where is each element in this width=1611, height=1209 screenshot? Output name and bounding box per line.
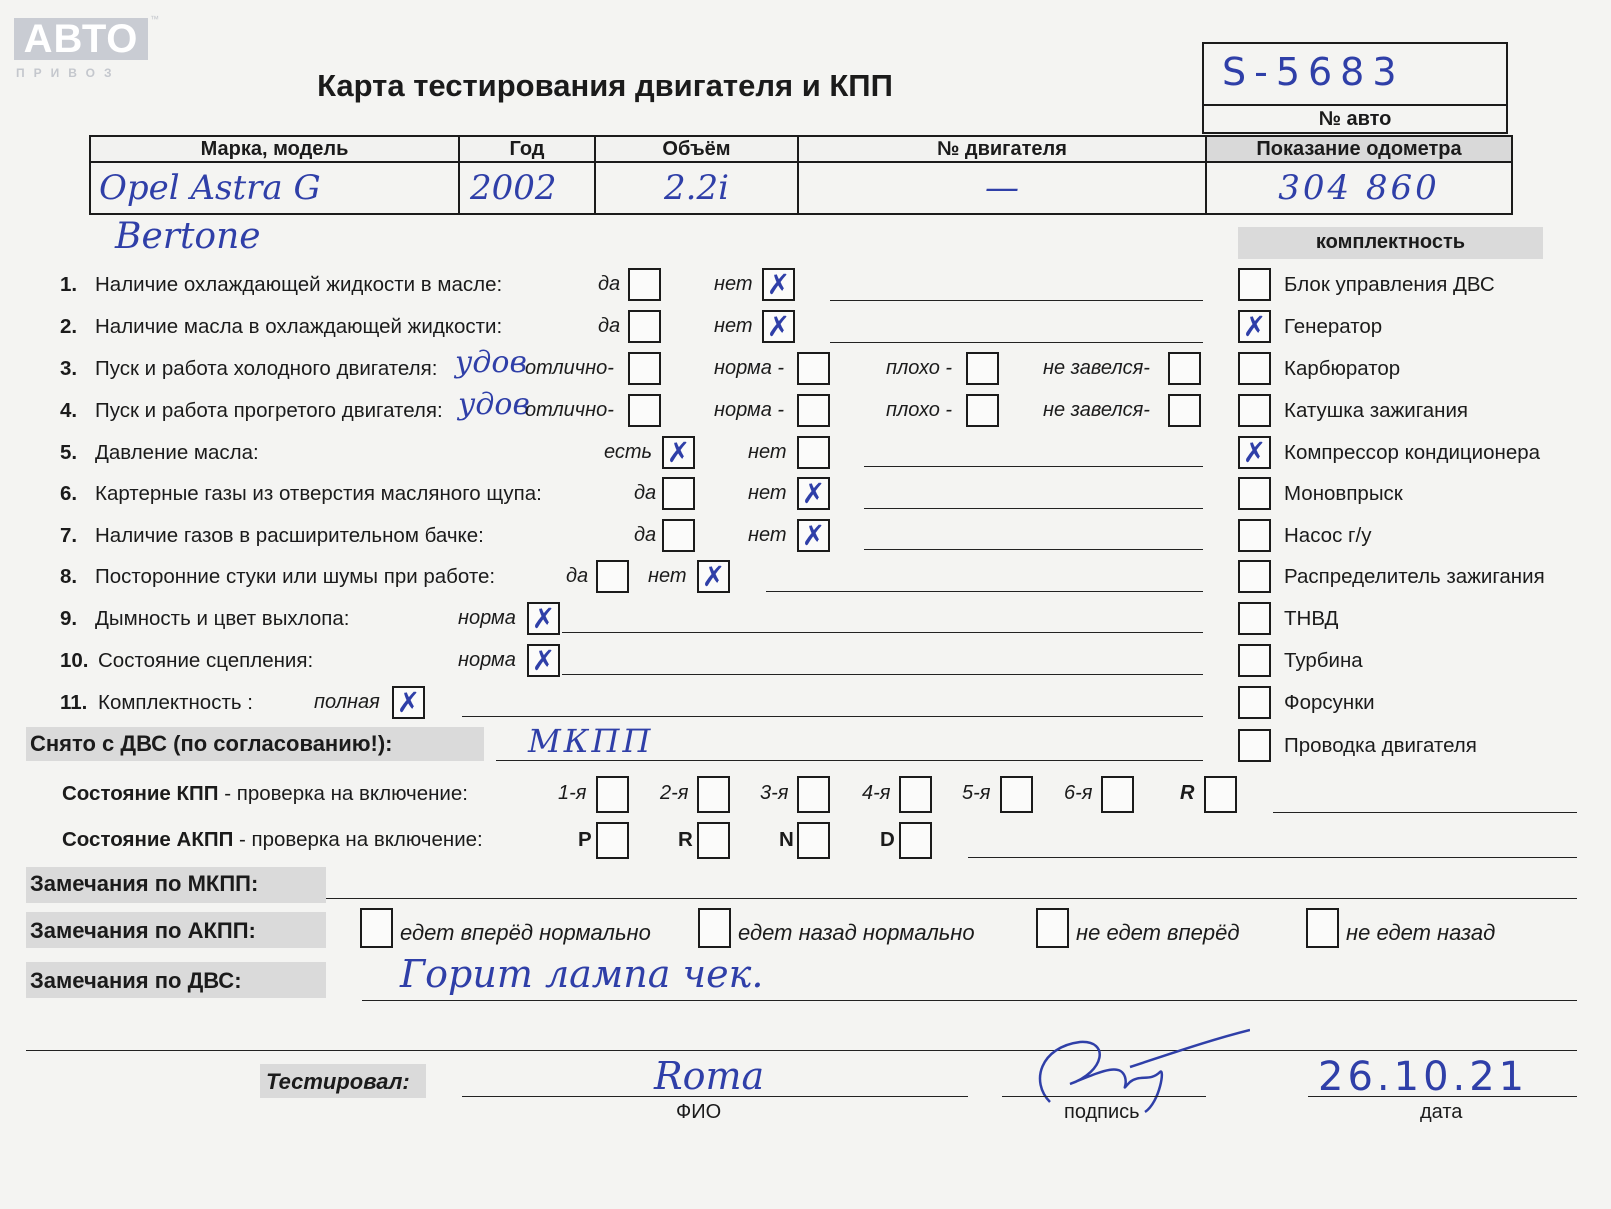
row4-checkbox-no-start[interactable] [1168,394,1201,427]
komplekt-label-7: Распределитель зажигания [1284,565,1545,588]
row3-handwritten: удов [455,345,527,380]
row11-option-a: полная [314,691,380,713]
row9-option-a: норма [458,607,516,629]
row5-comment-line [864,466,1203,467]
row1-comment-line [830,300,1203,301]
page-title: Карта тестирования двигателя и КПП [317,68,893,103]
make-model-extra: Bertone [115,216,261,257]
row6-checkbox-b[interactable]: ✗ [797,477,830,510]
akpp-mode-n-label: N [779,828,794,851]
row8-option-a: да [566,565,589,587]
komplekt-label-6: Насос г/у [1284,524,1372,547]
row3-number: 3. [60,357,78,380]
akpp-option-3-checkbox[interactable] [1036,908,1069,948]
kpp-gear-r-checkbox[interactable] [1204,776,1237,813]
komplekt-checkbox-3[interactable] [1238,394,1271,427]
row8-option-b: нет [648,565,687,587]
row7-checkbox-a[interactable] [662,519,695,552]
kpp-comment-line [1273,812,1577,813]
row10-comment-line [562,674,1203,675]
akpp-mode-d-label: D [880,828,895,851]
tested-by-label: Тестировал: [266,1069,410,1094]
auto-number-value: S-5683 [1222,50,1405,94]
komplekt-checkbox-9[interactable] [1238,644,1271,677]
col-volume: Объём [595,136,798,162]
kpp-gear-r-label: R [1180,782,1195,804]
row5-option-b: нет [748,441,787,463]
signature-line [1002,1096,1206,1097]
date-value: 26.10.21 [1318,1054,1529,1100]
akpp-option-3-label: не едет вперёд [1076,920,1240,945]
komplekt-checkbox-0[interactable] [1238,268,1271,301]
komplekt-checkbox-2[interactable] [1238,352,1271,385]
kpp-gear-3-label: 3-я [760,782,789,804]
row3-checkbox-excellent[interactable] [628,352,661,385]
col-make-model: Марка, модель [90,136,459,162]
kpp-label: Состояние КПП - проверка на включение: [62,782,468,805]
odometer-value: 304 860 [1206,162,1512,214]
akpp-option-1-label: едет вперёд нормально [400,920,651,945]
col-odometer: Показание одометра [1206,136,1512,162]
row11-label: Комплектность : [98,691,253,714]
kpp-gear-6-label: 6-я [1064,782,1093,804]
akpp-option-2-checkbox[interactable] [698,908,731,948]
row7-option-a: да [634,524,657,546]
komplekt-checkbox-4[interactable]: ✗ [1238,436,1271,469]
row4-option-bad: плохо - [886,399,953,421]
row5-option-a: есть [604,441,653,463]
col-year: Год [459,136,595,162]
akpp-mode-d-checkbox[interactable] [899,822,932,859]
row6-option-a: да [634,482,657,504]
row3-option-no-start: не завелся- [1043,357,1150,379]
row6-comment-line [864,508,1203,509]
remarks-mkpp-line [326,898,1577,899]
kpp-gear-3-checkbox[interactable] [797,776,830,813]
col-engine-number: № двигателя [798,136,1206,162]
row3-label: Пуск и работа холодного двигателя: [95,357,438,380]
fio-line [462,1096,968,1097]
komplekt-label-8: ТНВД [1284,607,1339,630]
fio-value: Roma [654,1054,765,1098]
row3-checkbox-normal[interactable] [797,352,830,385]
row10-number: 10. [60,649,89,672]
make-model-value: Opel Astra G [90,162,459,214]
komplekt-checkbox-10[interactable] [1238,686,1271,719]
volume-value: 2.2i [595,162,798,214]
date-line [1308,1096,1577,1097]
kpp-gear-2-label: 2-я [660,782,689,804]
row4-checkbox-bad[interactable] [966,394,999,427]
row11-comment-line [462,716,1203,717]
removed-line [496,760,1203,761]
komplekt-checkbox-8[interactable] [1238,602,1271,635]
row4-checkbox-normal[interactable] [797,394,830,427]
row2-number: 2. [60,315,78,338]
engine-number-value: — [798,162,1206,214]
row2-checkbox-b[interactable]: ✗ [762,310,795,343]
row2-comment-line [830,342,1203,343]
kpp-gear-4-checkbox[interactable] [899,776,932,813]
remarks-dvs-line [362,1000,1577,1001]
row10-label: Состояние сцепления: [98,649,314,672]
remarks-dvs-value: Горит лампа чек. [400,952,764,996]
kpp-gear-4-label: 4-я [862,782,891,804]
row2-checkbox-a[interactable] [628,310,661,343]
komplekt-checkbox-6[interactable] [1238,519,1271,552]
row3-option-excellent: отлично- [525,357,614,379]
komplekt-checkbox-11[interactable] [1238,729,1271,762]
remarks-mkpp-label: Замечания по МКПП: [30,871,259,896]
komplekt-label-3: Катушка зажигания [1284,399,1468,422]
row7-option-b: нет [748,524,787,546]
row8-checkbox-b[interactable]: ✗ [697,560,730,593]
komplekt-label-4: Компрессор кондиционера [1284,441,1541,464]
row3-checkbox-bad[interactable] [966,352,999,385]
row4-option-no-start: не завелся- [1043,399,1150,421]
vehicle-info-table [89,135,1513,215]
row5-checkbox-a[interactable]: ✗ [662,436,695,469]
row2-option-a: да [598,315,621,337]
akpp-mode-r-checkbox[interactable] [697,822,730,859]
row7-number: 7. [60,524,78,547]
akpp-mode-p-label: P [578,828,592,851]
row4-number: 4. [60,399,78,422]
row11-checkbox-a[interactable]: ✗ [392,686,425,719]
row6-option-b: нет [748,482,787,504]
auto-number-label: № авто [1318,108,1392,130]
komplekt-checkbox-5[interactable] [1238,477,1271,510]
remarks-akpp-label: Замечания по АКПП: [30,918,256,943]
row1-option-a: да [598,273,621,295]
row9-comment-line [562,632,1203,633]
kpp-gear-1-label: 1-я [558,782,587,804]
kpp-gear-2-checkbox[interactable] [697,776,730,813]
kpp-gear-5-label: 5-я [962,782,991,804]
signature-label: подпись [1064,1101,1140,1123]
year-value: 2002 [459,162,595,214]
row3-option-bad: плохо - [886,357,953,379]
row8-label: Посторонние стуки или шумы при работе: [95,565,496,588]
komplekt-label-10: Форсунки [1284,691,1375,714]
date-label: дата [1420,1101,1463,1123]
komplekt-label-11: Проводка двигателя [1284,734,1477,757]
komplekt-label-1: Генератор [1284,315,1383,338]
row5-checkbox-b[interactable] [797,436,830,469]
row3-option-normal: норма - [714,357,785,379]
row2-label: Наличие масла в охлаждающей жидкости: [95,315,503,338]
row10-checkbox-a[interactable]: ✗ [527,644,560,677]
row8-comment-line [766,591,1203,592]
row5-number: 5. [60,441,78,464]
komplektnost-title: комплектность [1315,231,1466,253]
row8-checkbox-a[interactable] [596,560,629,593]
komplekt-label-5: Моновпрыск [1284,482,1403,505]
kpp-gear-1-checkbox[interactable] [596,776,629,813]
auto-number-box [1202,42,1508,134]
fio-label: ФИО [676,1101,722,1123]
row4-label: Пуск и работа прогретого двигателя: [95,399,443,422]
akpp-option-1-checkbox[interactable] [360,908,393,948]
row6-checkbox-a[interactable] [662,477,695,510]
row3-checkbox-no-start[interactable] [1168,352,1201,385]
akpp-mode-n-checkbox[interactable] [797,822,830,859]
akpp-option-4-checkbox[interactable] [1306,908,1339,948]
row7-comment-line [864,549,1203,550]
row7-label: Наличие газов в расширительном бачке: [95,524,484,547]
row9-label: Дымность и цвет выхлопа: [95,607,350,630]
akpp-label: Состояние АКПП - проверка на включение: [62,828,483,851]
separator-line [26,1050,1577,1051]
akpp-mode-p-checkbox[interactable] [596,822,629,859]
row1-checkbox-a[interactable] [628,268,661,301]
row6-label: Картерные газы из отверстия масляного щупа: [95,482,542,505]
akpp-comment-line [968,857,1577,858]
logo: АВТО [14,18,148,60]
row1-option-b: нет [714,273,753,295]
removed-value: МКПП [528,722,654,760]
akpp-mode-r-label: R [678,828,693,851]
row2-option-b: нет [714,315,753,337]
komplekt-label-2: Карбюратор [1284,357,1401,380]
komplekt-label-0: Блок управления ДВС [1284,273,1495,296]
kpp-gear-6-checkbox[interactable] [1101,776,1134,813]
row5-label: Давление масла: [95,441,259,464]
logo-trademark: ™ [150,14,159,24]
row4-handwritten: удов [458,387,530,422]
row9-number: 9. [60,607,78,630]
akpp-option-2-label: едет назад нормально [738,920,975,945]
row7-checkbox-b[interactable]: ✗ [797,519,830,552]
row11-number: 11. [60,691,88,714]
row1-label: Наличие охлаждающей жидкости в масле: [95,273,503,296]
removed-label: Снято с ДВС (по согласованию!): [30,731,393,756]
logo-subtitle: ПРИВОЗ [16,66,121,80]
komplekt-label-9: Турбина [1284,649,1363,672]
row10-option-a: норма [458,649,516,671]
row9-checkbox-a[interactable]: ✗ [527,602,560,635]
komplekt-checkbox-1[interactable]: ✗ [1238,310,1271,343]
row4-option-excellent: отлично- [525,399,614,421]
komplekt-checkbox-7[interactable] [1238,560,1271,593]
row8-number: 8. [60,565,78,588]
row1-number: 1. [60,273,78,296]
row1-checkbox-b[interactable]: ✗ [762,268,795,301]
row6-number: 6. [60,482,78,505]
row4-option-normal: норма - [714,399,785,421]
row4-checkbox-excellent[interactable] [628,394,661,427]
remarks-dvs-label: Замечания по ДВС: [30,968,242,993]
kpp-gear-5-checkbox[interactable] [1000,776,1033,813]
akpp-option-4-label: не едет назад [1346,920,1496,945]
